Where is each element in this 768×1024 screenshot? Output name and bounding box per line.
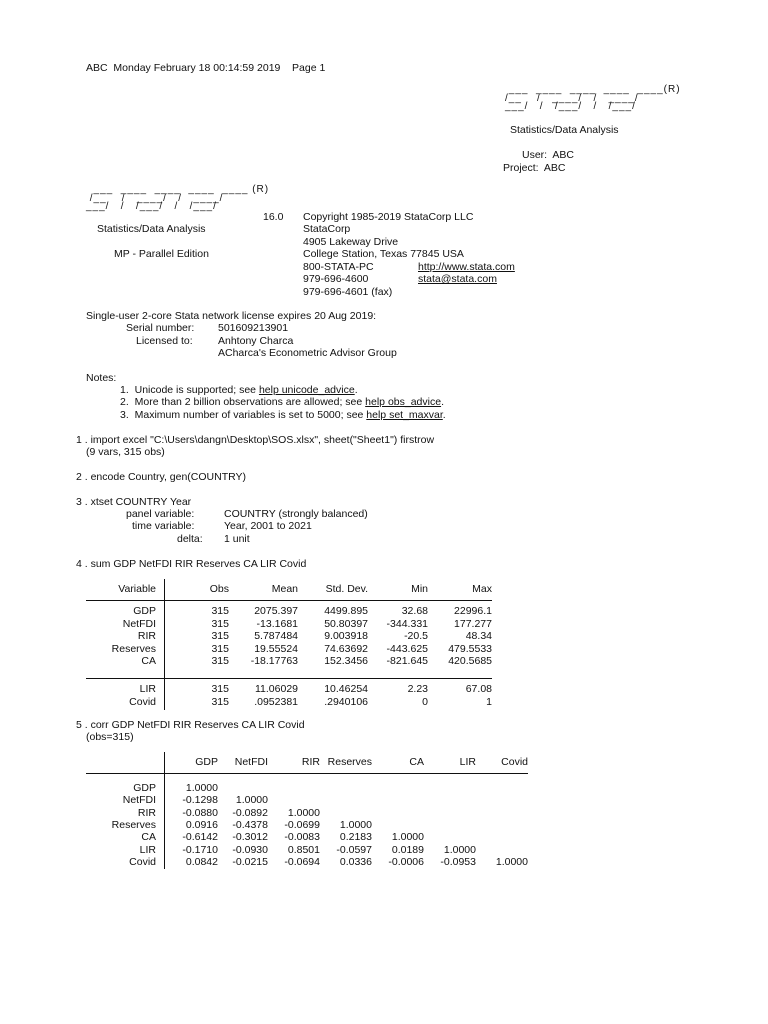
sum-cell-min: 2.23 (407, 683, 428, 695)
corr-cell: -0.1298 (182, 794, 218, 807)
sum-cell-obs: 315 (211, 605, 229, 617)
address-street: 4905 Lakeway Drive (303, 236, 399, 248)
sum-cell-max: 479.5533 (448, 643, 492, 655)
corr-cell: 1.0000 (339, 818, 372, 831)
sum-header-obs: Obs (209, 583, 229, 595)
note-text: Unicode is supported; see (134, 384, 259, 396)
corr-header-cell: LIR (459, 756, 476, 768)
corr-row-label: CA (141, 831, 156, 844)
sum-cell-mean: 5.787484 (254, 630, 298, 642)
sum-cell-max: 67.08 (465, 683, 492, 695)
command-1: 1 . import excel "C:\Users\dangn\Desktop\SOS.xlsx", sheet("Sheet1") firstrow (76, 434, 435, 446)
project-line: Project: ABC (503, 162, 566, 174)
notes-title: Notes: (86, 372, 117, 384)
sum-cell-variable: LIR (139, 683, 156, 695)
serial-label: Serial number: (126, 322, 195, 334)
licensed-label: Licensed to: (136, 335, 193, 347)
fax-line: 979-696-4601 (fax) (303, 286, 393, 298)
sum-cell-max: 420.5685 (448, 655, 492, 667)
sum-cell-min: -344.331 (386, 618, 428, 630)
sum-cell-max: 1 (486, 696, 492, 708)
sum-cell-max: 48.34 (465, 630, 492, 642)
logo-small-subtitle: Statistics/Data Analysis (510, 124, 619, 136)
note-item (120, 396, 444, 408)
sum-cell-mean: 19.55524 (254, 643, 298, 655)
corr-row-label: NetFDI (122, 794, 156, 807)
corr-cell: 1.0000 (235, 794, 268, 807)
panel-var-label: panel variable: (126, 508, 195, 520)
sum-cell-obs: 315 (211, 630, 229, 642)
corr-cell: 0.0916 (185, 818, 218, 831)
stata-logo-large: ___ ____ ____ ____ ____ (R) /__ / ____/ / ____/ ___/ / /___/ / /___/ (86, 184, 270, 212)
license-line: Single-user 2-core Stata network license expires 20 Aug 2019: (86, 310, 377, 322)
corr-row-label: LIR (139, 843, 156, 856)
sum-cell-min: -821.645 (386, 655, 428, 667)
corr-header-cell: Reserves (327, 756, 372, 768)
sum-cell-min: -443.625 (386, 643, 428, 655)
corr-cell: -0.0006 (388, 855, 424, 868)
corr-cell: -0.0597 (336, 843, 372, 856)
sum-cell-obs: 315 (211, 696, 229, 708)
licensee-org: ACharca's Econometric Advisor Group (218, 347, 397, 359)
note-num: 2. (120, 396, 129, 408)
note-text: More than 2 billion observations are allowed; see (134, 396, 366, 408)
sum-cell-obs: 315 (211, 655, 229, 667)
sum-cell-min: -20.5 (404, 630, 428, 642)
sum-column-rule (164, 579, 165, 710)
sum-cell-variable: GDP (133, 605, 156, 617)
panel-var-value: COUNTRY (strongly balanced) (224, 508, 368, 520)
sum-cell-max: 22996.1 (454, 605, 492, 617)
note-num: 1. (120, 384, 129, 396)
phone-tollfree: 800-STATA-PC (303, 261, 374, 273)
sum-header-variable: Variable (118, 583, 156, 595)
sum-cell-sd: 50.80397 (324, 618, 368, 630)
corr-cell: 1.0000 (287, 806, 320, 819)
sum-cell-obs: 315 (211, 618, 229, 630)
sum-cell-obs: 315 (211, 683, 229, 695)
sum-header-max: Max (472, 583, 492, 595)
stata-edition: MP - Parallel Edition (114, 248, 209, 260)
corr-cell: -0.3012 (232, 831, 268, 844)
sum-cell-obs: 315 (211, 643, 229, 655)
address-city: College Station, Texas 77845 USA (303, 248, 464, 260)
page-header: ABC Monday February 18 00:14:59 2019 Page 1 (86, 62, 326, 74)
corr-cell: 0.2183 (339, 831, 372, 844)
sum-cell-min: 32.68 (401, 605, 428, 617)
command-5-obs: (obs=315) (86, 731, 134, 743)
stata-logo-small: ___ ____ ____ ____ ____(R) /__ / ____/ / ____/ ___/ / /___/ / /___/ (505, 84, 681, 112)
corr-cell: 1.0000 (391, 831, 424, 844)
corr-cell: -0.0215 (232, 855, 268, 868)
sum-cell-sd: 9.003918 (324, 630, 368, 642)
corr-cell: 1.0000 (495, 855, 528, 868)
corr-header-cell: GDP (195, 756, 218, 768)
corr-cell: -0.6142 (182, 831, 218, 844)
corr-column-rule (164, 752, 165, 869)
command-1-output: (9 vars, 315 obs) (86, 446, 165, 458)
stata-version: 16.0 (263, 211, 284, 223)
corr-row-label: RIR (137, 806, 156, 819)
website-link[interactable]: http://www.stata.com (418, 261, 515, 273)
corr-header-cell: RIR (301, 756, 320, 768)
time-var-value: Year, 2001 to 2021 (224, 520, 312, 532)
sum-cell-mean: 2075.397 (254, 605, 298, 617)
note-help-link[interactable]: help unicode_advice (258, 384, 355, 396)
corr-cell: 1.0000 (185, 782, 218, 794)
logo-large-subtitle: Statistics/Data Analysis (97, 223, 206, 235)
sum-cell-min: 0 (422, 696, 428, 708)
corr-cell: -0.0953 (440, 855, 476, 868)
corr-header-cell: Covid (501, 756, 528, 768)
sum-cell-mean: .0952381 (254, 696, 298, 708)
sum-header-min: Min (411, 583, 428, 595)
licensee-name: Anhtony Charca (218, 335, 294, 347)
sum-cell-mean: -13.1681 (256, 618, 298, 630)
note-help-link[interactable]: help obs_advice (365, 396, 442, 408)
note-end: . (441, 396, 444, 408)
corr-cell: -0.0892 (232, 806, 268, 819)
note-end: . (442, 409, 446, 421)
sum-cell-sd: 10.46254 (324, 683, 368, 695)
sum-group-rule (86, 678, 492, 679)
command-4: 4 . sum GDP NetFDI RIR Reserves CA LIR Covid (76, 558, 307, 570)
command-2: 2 . encode Country, gen(COUNTRY) (76, 471, 247, 483)
corr-cell: -0.0083 (284, 831, 320, 844)
company-name: StataCorp (303, 223, 351, 235)
delta-value: 1 unit (224, 533, 250, 545)
sum-cell-mean: 11.06029 (254, 683, 298, 695)
sum-cell-sd: 74.63692 (324, 643, 368, 655)
serial-value: 501609213901 (218, 322, 289, 334)
command-5: 5 . corr GDP NetFDI RIR Reserves CA LIR Covid (76, 719, 305, 731)
corr-cell: -0.0880 (182, 806, 218, 819)
corr-cell: -0.4378 (232, 818, 268, 831)
corr-cell: -0.0694 (284, 855, 320, 868)
note-item (120, 384, 358, 396)
corr-cell: 0.0189 (391, 843, 424, 856)
corr-cell: 0.0336 (339, 855, 372, 868)
sum-header-sd: Std. Dev. (325, 583, 368, 595)
note-item (120, 409, 446, 421)
sum-header-rule (86, 600, 492, 601)
sum-cell-variable: Reserves (111, 643, 156, 655)
email-link[interactable]: stata@stata.com (418, 273, 497, 285)
corr-row-label: Covid (129, 855, 156, 868)
copyright-line: Copyright 1985-2019 StataCorp LLC (303, 211, 474, 223)
corr-cell: 0.8501 (287, 843, 320, 856)
sum-cell-mean: -18.17763 (250, 655, 298, 667)
corr-cell: -0.1710 (182, 843, 218, 856)
corr-cell: -0.0930 (232, 843, 268, 856)
sum-cell-max: 177.277 (454, 618, 492, 630)
sum-cell-variable: Covid (129, 696, 156, 708)
time-var-label: time variable: (132, 520, 195, 532)
phone-main: 979-696-4600 (303, 273, 369, 285)
command-3: 3 . xtset COUNTRY Year (76, 496, 192, 508)
sum-cell-sd: .2940106 (324, 696, 368, 708)
sum-cell-variable: RIR (137, 630, 156, 642)
user-line: User: ABC (522, 149, 574, 161)
note-end: . (354, 384, 358, 396)
corr-cell: 1.0000 (443, 843, 476, 856)
corr-cell: -0.0699 (284, 818, 320, 831)
corr-row-label: Reserves (111, 818, 156, 831)
sum-cell-variable: CA (141, 655, 156, 667)
corr-cell: 0.0842 (185, 855, 218, 868)
corr-header-rule (86, 773, 528, 774)
note-num: 3. (120, 409, 129, 421)
delta-label: delta: (177, 533, 203, 545)
sum-cell-variable: NetFDI (122, 618, 156, 630)
corr-header-cell: CA (409, 756, 424, 768)
corr-row-label: GDP (133, 782, 156, 794)
corr-header-cell: NetFDI (234, 756, 268, 768)
note-help-link[interactable]: help set_maxvar (366, 409, 443, 421)
sum-cell-sd: 152.3456 (324, 655, 368, 667)
sum-cell-sd: 4499.895 (324, 605, 368, 617)
note-text: Maximum number of variables is set to 5000; see (134, 409, 367, 421)
sum-header-mean: Mean (271, 583, 298, 595)
